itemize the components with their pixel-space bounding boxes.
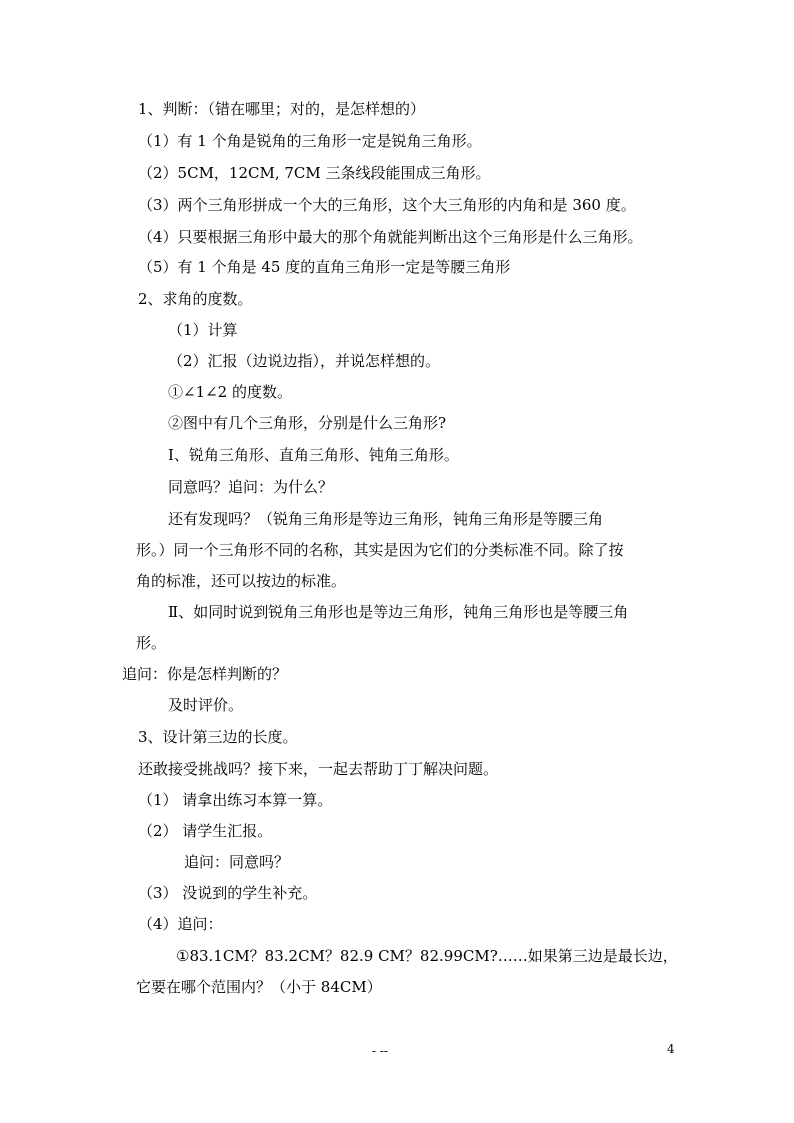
text-line-13: 同意吗？追问：为什么？ — [168, 478, 334, 496]
text-line-28: ①83.1CM？83.2CM？82.9 CM？82.99CM?……如果第三边是最长边， — [176, 947, 678, 965]
text-line-17: Ⅱ、如同时说到锐角三角形也是等边三角形，钝角三角形也是等腰三角 — [168, 603, 629, 621]
text-line-27: （4）追问： — [138, 915, 223, 933]
text-line-8: （1）计算 — [168, 321, 238, 339]
text-line-21: 3、设计第三边的长度。 — [138, 728, 298, 746]
text-line-20: 及时评价。 — [168, 696, 244, 714]
text-line-5: （4）只要根据三角形中最大的那个角就能判断出这个三角形是什么三角形。 — [138, 228, 643, 246]
page-number: 4 — [667, 1042, 675, 1056]
text-line-19: 追问：你是怎样判断的？ — [122, 665, 288, 683]
text-line-14: 还有发现吗？（锐角三角形是等边三角形，钝角三角形是等腰三角 — [168, 510, 604, 528]
text-line-9: （2）汇报（边说边指），并说怎样想的。 — [168, 352, 441, 370]
text-line-11: ②图中有几个三角形，分别是什么三角形? — [168, 414, 447, 432]
text-line-23: （1） 请拿出练习本算一算。 — [138, 791, 333, 809]
text-line-29: 它要在哪个范围内？（小于 84CM） — [136, 978, 382, 996]
text-line-1: 1、判断：（错在哪里；对的，是怎样想的） — [138, 100, 426, 118]
text-line-4: （3）两个三角形拼成一个大的三角形，这个大三角形的内角和是 360 度。 — [138, 196, 636, 214]
text-line-15: 形。）同一个三角形不同的名称，其实是因为它们的分类标准不同。除了按 — [136, 541, 624, 559]
text-line-12: Ⅰ、锐角三角形、直角三角形、钝角三角形。 — [168, 446, 459, 464]
text-line-22: 还敢接受挑战吗？接下来，一起去帮助丁丁解决问题。 — [138, 760, 499, 778]
footer-marker: - -- — [372, 1044, 388, 1058]
text-line-18: 形。 — [136, 634, 167, 652]
text-line-2: （1）有 1 个角是锐角的三角形一定是锐角三角形。 — [138, 132, 482, 150]
text-line-6: （5）有 1 个角是 45 度的直角三角形一定是等腰三角形 — [138, 258, 511, 276]
text-line-26: （3） 没说到的学生补充。 — [138, 884, 318, 902]
text-line-24: （2） 请学生汇报。 — [138, 822, 273, 840]
text-line-7: 2、求角的度数。 — [138, 290, 253, 308]
text-line-25: 追问：同意吗？ — [184, 853, 290, 871]
text-line-16: 角的标准，还可以按边的标准。 — [136, 572, 347, 590]
text-line-3: （2）5CM，12CM, 7CM 三条线段能围成三角形。 — [138, 164, 491, 182]
text-line-10: ①∠1∠2 的度数。 — [168, 383, 292, 401]
